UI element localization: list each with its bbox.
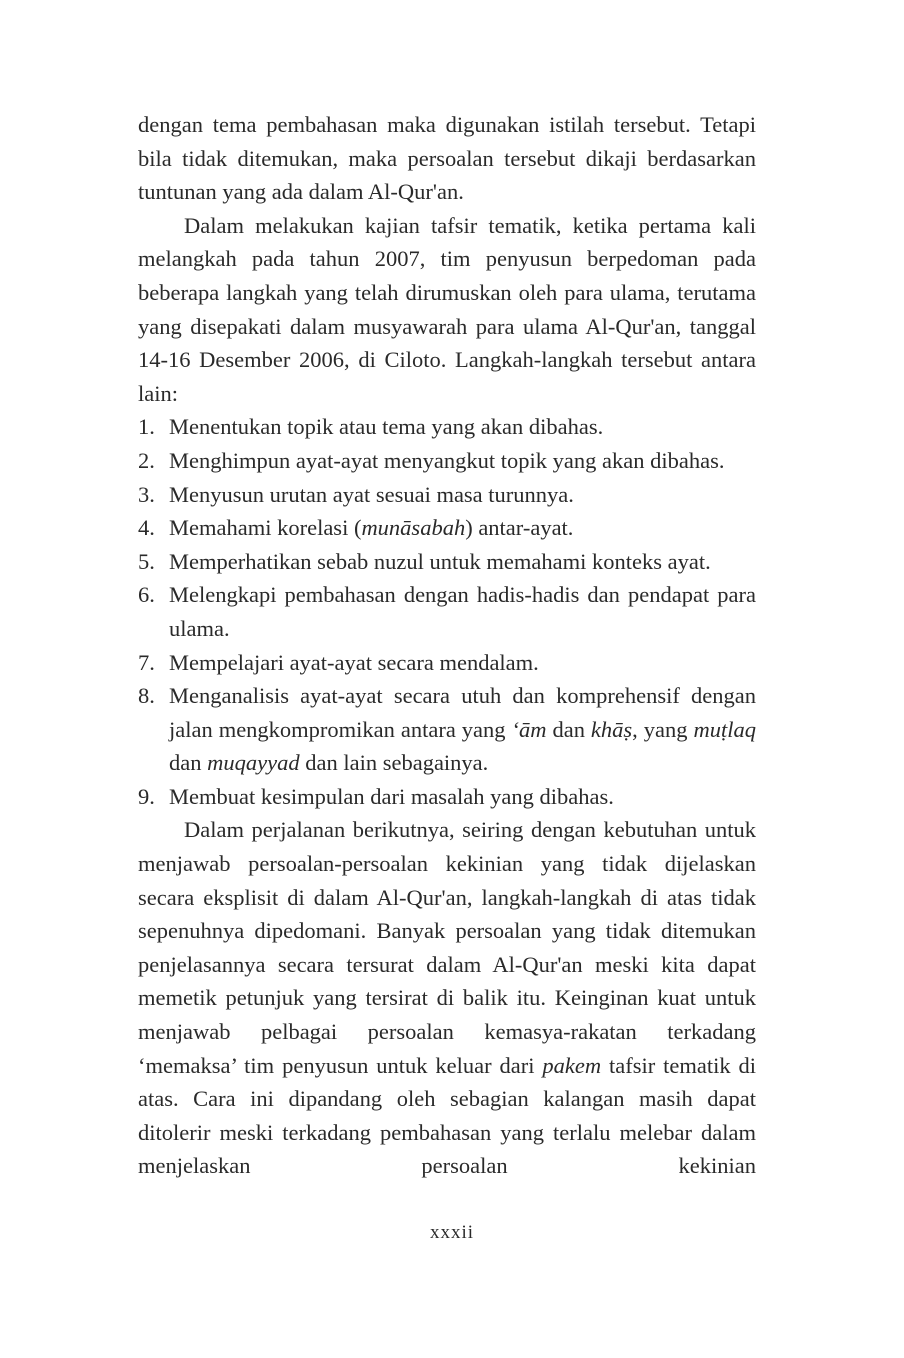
list-number: 5. — [138, 548, 155, 574]
list-text: Melengkapi pembahasan dengan hadis-hadis dan pendapat para ulama. — [169, 582, 756, 641]
list-item — [138, 545, 756, 579]
text-segment: Menganalisis ayat-ayat secara utuh dan komprehensif dengan jalan mengkompromikan antara yang — [169, 683, 756, 742]
list-number: 6. — [138, 582, 155, 608]
list-text: Membuat kesimpulan dari masalah yang dibahas. — [169, 783, 614, 809]
list-text — [169, 515, 573, 540]
paragraph-2: Dalam melakukan kajian tafsir tematik, ketika pertama kali melangkah pada tahun 2007, tim penyusun berpedoman pada beberapa langkah yang telah dirumuskan oleh para ulama, terutama yang disepakati dalam musyawarah para ulama Al-Qur'an, tanggal 14-16 Desember 2006, di Ciloto. Langkah-langkah tersebut antara lain: — [138, 212, 756, 406]
italic-term: khāṣ — [590, 716, 633, 742]
list-text: Memperhatikan sebab nuzul untuk memahami konteks ayat. — [169, 548, 711, 574]
list-item — [138, 578, 756, 645]
text-segment: , yang — [632, 716, 694, 742]
list-item — [138, 646, 756, 680]
italic-term: munāsabah — [361, 515, 466, 541]
text-segment: dan — [169, 750, 208, 776]
text-segment: Dalam perjalanan berikutnya, seiring dengan kebutuhan untuk menjawab persoalan-persoalan kekinian yang tidak dijelaskan secara eksplisit di dalam Al-Qur'an, langkah-langkah di atas tidak sepenuhnya dipedomani. Banyak persoalan yang tidak ditemukan penjelasannya secara tersurat dalam Al-Qur'an meski kita dapat memetik petunjuk yang tersirat di balik itu. Keinginan kuat untuk menjawab pelbagai persoalan kemasya-rakatan terkadang ‘memaksa’ tim penyusun untuk keluar dari — [138, 817, 756, 1078]
list-item — [138, 511, 756, 545]
list-text: Menyusun urutan ayat sesuai masa turunnya. — [169, 481, 574, 507]
list-item — [138, 444, 756, 478]
list-text: Menentukan topik atau tema yang akan dibahas. — [169, 414, 604, 440]
italic-term: pakem — [542, 1052, 602, 1078]
list-text: Mempelajari ayat-ayat secara mendalam. — [169, 649, 539, 675]
page-number: xxxii — [429, 1222, 475, 1243]
list-item — [138, 410, 756, 444]
list-number: 1. — [138, 414, 155, 440]
italic-term: ‘ām — [511, 716, 547, 742]
steps-list — [138, 410, 756, 813]
list-text — [169, 683, 756, 775]
list-number: 3. — [138, 481, 155, 507]
list-number: 4. — [138, 515, 155, 541]
list-item — [138, 679, 756, 780]
list-text: Menghimpun ayat-ayat menyangkut topik yang akan dibahas. — [169, 447, 725, 473]
page-body — [138, 108, 756, 1183]
text-segment: dan lain sebagainya. — [299, 750, 489, 776]
paragraph-1: dengan tema pembahasan maka digunakan istilah tersebut. Tetapi bila tidak ditemukan, maka persoalan tersebut dikaji berdasarkan tuntunan yang ada dalam Al-Qur'an. — [138, 112, 756, 205]
text-segment: ) antar-ayat. — [465, 515, 574, 541]
list-number: 7. — [138, 649, 155, 675]
list-number: 8. — [138, 683, 155, 709]
text-segment: dan — [546, 716, 591, 742]
paragraph-3 — [138, 813, 756, 1183]
italic-term: muṭlaq — [693, 716, 756, 742]
text-segment: tafsir tematik di atas. Cara ini dipandang oleh sebagian kalangan masih dapat ditolerir meski terkadang pembahasan yang terlalu melebar dalam menjelaskan persoalan kekinian — [138, 1052, 756, 1179]
list-number: 9. — [138, 783, 155, 809]
list-item — [138, 780, 756, 814]
list-item — [138, 478, 756, 512]
italic-term: muqayyad — [207, 750, 300, 776]
list-number: 2. — [138, 447, 155, 473]
text-segment: Memahami korelasi ( — [169, 515, 362, 541]
